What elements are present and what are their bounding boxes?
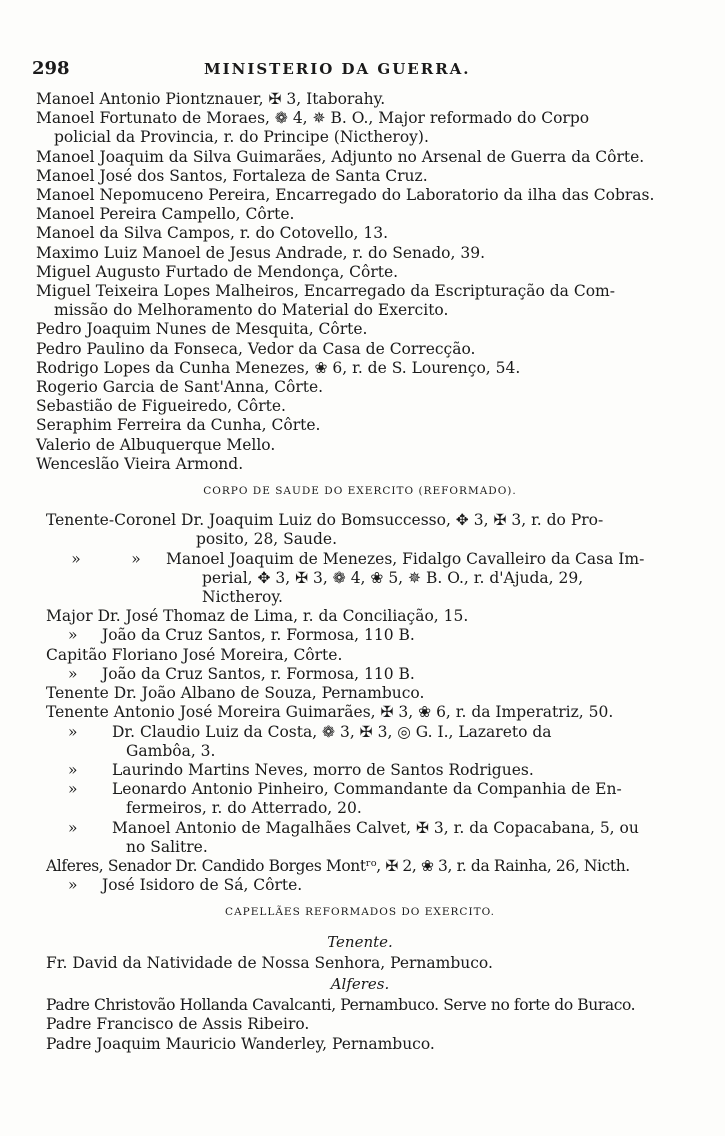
entry-line [36,550,684,569]
entry-text: Dr. Claudio Luiz da Costa, ❁ 3, ✠ 3, ◎ G. I., Lazareto da [112,722,552,741]
entry-line: Capitão Floriano José Moreira, Côrte. [46,645,343,664]
entry-line: missão do Melhoramento do Material do Exercito. [54,301,449,320]
entry-line: Tenente Antonio José Moreira Guimarães, ✠ 3, ❀ 6, r. da Imperatriz, 50. [46,703,614,722]
entry-line: Padre Christovão Hollanda Cavalcanti, Pernambuco. Serve no forte do Buraco. [46,996,636,1015]
entry-line: policial da Provincia, r. do Principe (Nictheroy). [54,128,429,147]
entry-line: Padre Francisco de Assis Ribeiro. [46,1015,310,1034]
section-heading: CAPELLÃES REFORMADOS DO EXERCITO. [225,906,495,919]
entry-line [36,723,684,742]
entry-line: Alferes, Senador Dr. Candido Borges Montʳᵒ, ✠ 2, ❀ 3, r. da Rainha, 26, Nicth. [46,856,630,875]
entry-text: Manoel Antonio de Magalhães Calvet, ✠ 3, r. da Copacabana, 5, ou [112,818,639,837]
entry-text: João da Cruz Santos, r. Formosa, 110 B. [102,664,415,683]
entry-line: Miguel Augusto Furtado de Mendonça, Côrte. [36,262,399,281]
entry-line: Tenente-Coronel Dr. Joaquim Luiz do Bomsuccesso, ✥ 3, ✠ 3, r. do Pro- [46,511,604,530]
entry-line [36,876,684,895]
entry-line: Rogerio Garcia de Sant'Anna, Côrte. [36,378,324,397]
entry-line: posito, 28, Saude. [196,530,338,549]
entry-line [36,665,684,684]
entry-line: Manoel Nepomuceno Pereira, Encarregado do Laboratorio da ilha das Cobras. [36,186,655,205]
entry-line [36,780,684,799]
page-number: 298 [32,58,70,79]
entry-line: Maximo Luiz Manoel de Jesus Andrade, r. do Senado, 39. [36,243,486,262]
entry-line: no Salitre. [126,837,208,856]
entry-line [36,819,684,838]
entry-line: Major Dr. José Thomaz de Lima, r. da Conciliação, 15. [46,607,469,626]
entry-line: Seraphim Ferreira da Cunha, Côrte. [36,416,321,435]
entry-line: Miguel Teixeira Lopes Malheiros, Encarregado da Escripturação da Com- [36,282,615,301]
page-title: MINISTERIO DA GUERRA. [204,60,471,78]
ditto-mark: » [68,780,78,799]
entry-line: Nictheroy. [202,588,283,607]
entry-text: Manoel Joaquim de Menezes, Fidalgo Cavalleiro da Casa Im- [166,549,645,568]
ditto-mark: » [68,722,78,741]
entry-line: Padre Joaquim Mauricio Wanderley, Pernambuco. [46,1034,435,1053]
entry-text: João da Cruz Santos, r. Formosa, 110 B. [102,626,415,645]
ditto-mark: » [68,876,78,895]
entry-line: Manoel da Silva Campos, r. do Cotovello, 13. [36,224,389,243]
ditto-mark: » [131,549,141,568]
rank-subheading: Alferes. [330,974,390,993]
entry-line: Wenceslão Vieira Armond. [36,454,244,473]
entry-line [36,761,684,780]
entry-line: Gambôa, 3. [126,741,216,760]
rank-subheading: Tenente. [327,932,393,951]
entry-text: Laurindo Martins Neves, morro de Santos Rodrigues. [112,760,534,779]
ditto-mark: » [68,818,78,837]
entry-text: José Isidoro de Sá, Côrte. [102,876,303,895]
entry-line: Manoel Antonio Piontznauer, ✠ 3, Itaborahy. [36,90,386,108]
entry-line: Tenente Dr. João Albano de Souza, Pernambuco. [46,684,425,703]
ditto-mark: » [71,549,81,568]
entry-line: fermeiros, r. do Atterrado, 20. [126,799,362,818]
entry-line: Pedro Paulino da Fonseca, Vedor da Casa de Correcção. [36,339,476,358]
entry-line: Manoel José dos Santos, Fortaleza de Santa Cruz. [36,166,428,185]
entry-text: Leonardo Antonio Pinheiro, Commandante da Companhia de En- [112,780,622,799]
entry-line: Rodrigo Lopes da Cunha Menezes, ❀ 6, r. de S. Lourenço, 54. [36,358,521,377]
entry-line: Pedro Joaquim Nunes de Mesquita, Côrte. [36,320,368,339]
entry-line: Manoel Joaquim da Silva Guimarães, Adjunto no Arsenal de Guerra da Côrte. [36,147,645,166]
entry-line [36,626,684,645]
ditto-mark: » [68,664,78,683]
ditto-mark: » [68,760,78,779]
section-heading: CORPO DE SAUDE DO EXERCITO (REFORMADO). [203,485,517,498]
entry-line: Manoel Fortunato de Moraes, ❁ 4, ✵ B. O., Major reformado do Corpo [36,109,590,128]
entry-line: perial, ✥ 3, ✠ 3, ❁ 4, ❀ 5, ✵ B. O., r. d'Ajuda, 29, [202,568,584,587]
entry-line: Valerio de Albuquerque Mello. [36,435,276,454]
entry-line: Fr. David da Natividade de Nossa Senhora, Pernambuco. [46,953,493,972]
entry-line: Sebastião de Figueiredo, Côrte. [36,397,286,416]
document-body [36,90,684,1054]
ditto-mark: » [68,626,78,645]
entry-line: Manoel Pereira Campello, Côrte. [36,205,295,224]
